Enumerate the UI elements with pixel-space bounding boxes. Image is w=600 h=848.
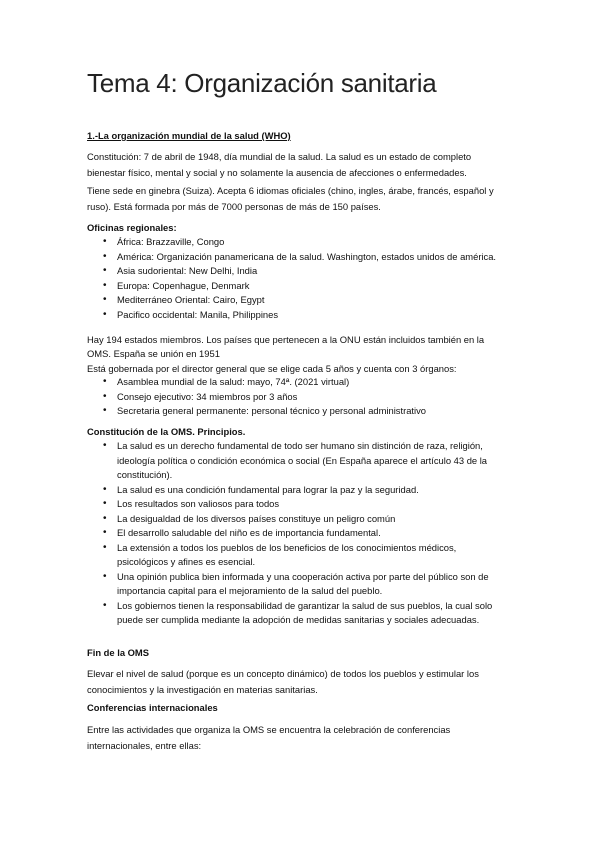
list-item: • Asamblea mundial de la salud: mayo, 74ª. (2021 virtual): [87, 375, 502, 390]
section-heading-who: 1.-La organización mundial de la salud (WHO): [87, 130, 291, 141]
bullet-icon: •: [103, 599, 107, 611]
paragraph-governed: Está gobernada por el director general que se elige cada 5 años y cuenta con 3 órganos:: [87, 363, 457, 374]
bullet-icon: •: [103, 390, 107, 402]
paragraph-conferences: Entre las actividades que organiza la OMS se encuentra la celebración de conferencias internacionales, entre ellas:: [87, 724, 451, 751]
list-item: • La salud es una condición fundamental para lograr la paz y la seguridad.: [87, 483, 507, 498]
list-item: • América: Organización panamericana de la salud. Washington, estados unidos de américa.: [87, 250, 502, 265]
principles-heading: Constitución de la OMS. Principios.: [87, 426, 246, 437]
paragraph-fin: Elevar el nivel de salud (porque es un concepto dinámico) de todos los pueblos y estimular los conocimientos y la investigación en materias sanitarias.: [87, 668, 479, 695]
list-item: • Consejo ejecutivo: 34 miembros por 3 años: [87, 390, 502, 405]
bullet-icon: •: [103, 570, 107, 582]
bullet-icon: •: [103, 541, 107, 553]
list-item: • La extensión a todos los pueblos de los beneficios de los conocimientos médicos, psicológicos y afines es esencial.: [103, 541, 457, 567]
list-item: • El desarrollo saludable del niño es de importancia fundamental.: [87, 526, 507, 541]
list-item: • La salud es un derecho fundamental de todo ser humano sin distinción de raza, religión, ideología política o condición económica o social (En España aparece el artículo 43 de la constitución).: [103, 440, 488, 480]
conferences-heading: Conferencias internacionales: [87, 702, 218, 713]
list-item: • Los gobiernos tienen la responsabilidad de garantizar la salud de sus pueblos, la cual solo puede ser cumplida mediante la adopción de medidas sanitarias y sociales adecuadas.: [103, 599, 493, 625]
bullet-icon: •: [103, 483, 107, 495]
paragraph-constitution: Constitución: 7 de abril de 1948, día mundial de la salud. La salud es un estado de completo bienestar físico, mental y social y no solamente la ausencia de afecciones o enfermedades.: [87, 151, 472, 178]
bullet-icon: •: [103, 250, 107, 262]
bullet-icon: •: [103, 279, 107, 291]
list-item: • Europa: Copenhague, Denmark: [87, 279, 502, 294]
list-item: • Mediterráneo Oriental: Cairo, Egypt: [87, 293, 502, 308]
bullet-icon: •: [103, 376, 107, 387]
paragraph-members: Hay 194 estados miembros. Los países que pertenecen a la ONU están incluidos también en la OMS. España se unión en 1951: [87, 334, 485, 359]
list-item: • Secretaria general permanente: personal técnico y personal administrativo: [87, 404, 502, 419]
bullet-icon: •: [103, 308, 107, 320]
bullet-icon: •: [103, 236, 107, 247]
principles-list: [87, 439, 507, 628]
list-item: • Una opinión publica bien informada y una cooperación activa por parte del público son de importancia capital para el mejoramiento de la salud del pueblo.: [103, 570, 489, 596]
bullet-icon: •: [103, 265, 107, 276]
bullet-icon: •: [103, 405, 107, 416]
page-title: Tema 4: Organización sanitaria: [87, 68, 437, 98]
fin-heading: Fin de la OMS: [87, 647, 149, 658]
list-item: • Asia sudoriental: New Delhi, India: [87, 264, 502, 279]
paragraph-headquarters: Tiene sede en ginebra (Suiza). Acepta 6 idiomas oficiales (chino, ingles, árabe, francés, español y ruso). Está formada por más de 7000 personas de más de 150 países.: [87, 185, 494, 212]
bullet-icon: •: [103, 440, 107, 451]
offices-list: [87, 235, 502, 322]
list-item: • Los resultados son valiosos para todos: [87, 497, 507, 512]
list-item: • La desigualdad de los diversos países constituye un peligro común: [87, 512, 507, 527]
list-item: • Pacifico occidental: Manila, Philippines: [87, 308, 502, 323]
bullet-icon: •: [103, 294, 107, 305]
bullet-icon: •: [103, 512, 107, 524]
bullet-icon: •: [103, 527, 107, 538]
list-item: • África: Brazzaville, Congo: [87, 235, 502, 250]
bullet-icon: •: [103, 498, 107, 509]
offices-heading: Oficinas regionales:: [87, 222, 177, 233]
organs-list: [87, 375, 502, 419]
